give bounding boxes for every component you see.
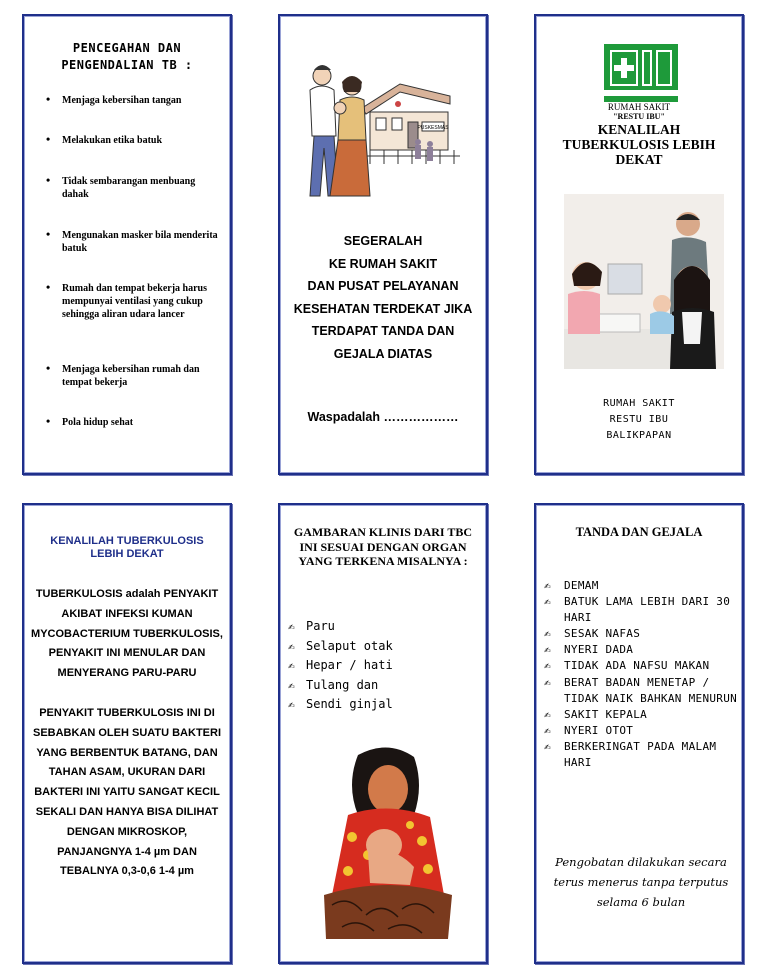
cta-line: SEGERALAH: [343, 234, 423, 248]
organ-label: Sendi ginjal: [306, 697, 393, 711]
panel-definition: [22, 503, 232, 964]
prevention-item: • Rumah dan tempat bekerja harus mempunyai ventilasi yang cukup sehingga aliran udara lancer: [46, 282, 224, 321]
mother-child-illustration: [318, 745, 456, 941]
pen-icon: ✍: [544, 675, 551, 689]
symptom-item: [544, 594, 740, 626]
symptom-item: [544, 626, 740, 642]
cta-line: GEJALA DIATAS: [333, 346, 433, 361]
pen-icon: ✍: [288, 659, 295, 672]
prevention-item: • Menjaga kebersihan rumah dan tempat bekerja: [46, 363, 224, 389]
symptom-item: [544, 675, 740, 707]
symptom-label: SAKIT KEPALA: [564, 707, 648, 721]
cover-footer: [536, 396, 742, 444]
cover-title-line1: KENALILAH: [597, 122, 681, 137]
organ-label: Tulang dan: [306, 677, 379, 692]
organ-item: [288, 637, 393, 657]
prevention-item: • Pola hidup sehat: [46, 416, 224, 429]
clinic-photo: [564, 194, 724, 369]
hospital-logo-icon: [604, 44, 678, 102]
organ-item: [288, 617, 393, 637]
symptom-item: [544, 723, 740, 739]
footer-line1: RUMAH SAKIT: [603, 398, 675, 409]
puskesmas-sign: PUSKESMAS: [417, 125, 449, 131]
symptom-item: [544, 642, 740, 658]
symptom-label: SESAK NAFAS: [564, 627, 641, 641]
definition-paragraph: TUBERKULOSIS adalah PENYAKIT AKIBAT INFEKSI KUMAN MYCOBACTERIUM TUBERKULOSIS, PENYAKIT INI MENULAR DAN MENYERANG PARU-PARU: [31, 588, 223, 680]
cta-line: DAN PUSAT PELAYANAN: [307, 279, 459, 293]
definition-paragraph: PENYAKIT TUBERKULOSIS INI DI SEBABKAN OLEH SUATU BAKTERI YANG BERBENTUK BATANG, DAN TAHAN ASAM, UKURAN DARI BAKTERI INI YAITU SANGAT KECIL SEKALI DAN HANYA BISA DILIHAT DENGAN MIKROSKOP, PANJANGNYA 1-4 µm DAN TEBALNYA 0,3-0,6 1-4 µm: [32, 706, 222, 878]
organ-label: Selaput otak: [306, 638, 393, 653]
organ-item: [288, 676, 393, 696]
logo-quote: "RESTU IBU": [613, 112, 665, 121]
call-to-action-text: [280, 230, 486, 365]
symptom-label: BATUK LAMA LEBIH DARI 30 HARI: [564, 595, 731, 625]
organ-label: Paru: [306, 619, 335, 633]
warning-text: Waspadalah ………………: [307, 410, 459, 424]
pen-icon: ✍: [544, 627, 551, 641]
panel-clinical: [278, 503, 488, 964]
footer-line2: RESTU IBU: [609, 414, 669, 425]
pen-icon: ✍: [544, 643, 551, 657]
organ-item: [288, 695, 393, 715]
symptom-label: TIDAK ADA NAFSU MAKAN: [564, 659, 710, 673]
organ-item: [288, 656, 393, 676]
prevention-title: [24, 40, 230, 74]
prevention-item: • Menjaga kebersihan tangan: [46, 94, 224, 107]
pen-icon: ✍: [288, 620, 295, 633]
cover-title-line2: TUBERKULOSIS LEBIH: [562, 137, 716, 152]
symptom-item: [544, 739, 740, 771]
symptom-label: NYERI DADA: [564, 643, 634, 657]
pen-icon: ✍: [288, 639, 295, 653]
symptom-list: [544, 578, 740, 771]
pen-icon: ✍: [544, 659, 551, 673]
prevention-item: • Melakukan etika batuk: [46, 134, 224, 147]
logo-label: RUMAH SAKIT: [607, 102, 671, 112]
family-hospital-illustration: [300, 56, 472, 206]
symptom-label: NYERI OTOT: [564, 723, 634, 737]
symptom-item: [544, 707, 740, 723]
panel-call-to-action: [278, 14, 488, 475]
pen-icon: ✍: [544, 707, 551, 721]
prevention-item: • Mengunakan masker bila menderita batuk: [46, 229, 224, 255]
pen-icon: ✍: [544, 579, 551, 592]
cta-line: TERDAPAT TANDA DAN: [311, 324, 455, 338]
symptom-item: [544, 658, 740, 674]
panel-symptoms: [534, 503, 744, 964]
definition-title: [24, 535, 230, 561]
symptom-label: BERKERINGAT PADA MALAM HARI: [564, 739, 717, 770]
panel-cover: [534, 14, 744, 475]
symptom-label: BERAT BADAN MENETAP / TIDAK NAIK BAHKAN MENURUN: [564, 675, 738, 705]
pen-icon: ✍: [544, 723, 551, 737]
cover-title-line3: DEKAT: [615, 152, 663, 167]
symptoms-title: TANDA DAN GEJALA: [575, 525, 703, 539]
prevention-title-line2: PENGENDALIAN TB :: [61, 58, 193, 72]
organ-list: [288, 617, 393, 715]
pen-icon: ✍: [288, 678, 295, 692]
definition-title-line1: KENALILAH TUBERKULOSIS: [50, 535, 204, 547]
symptom-label: DEMAM: [564, 579, 599, 592]
pen-icon: ✍: [544, 739, 551, 753]
organ-label: Hepar / hati: [306, 658, 393, 672]
cta-line: KE RUMAH SAKIT: [328, 256, 438, 271]
panel-prevention: [22, 14, 232, 475]
treatment-note: Pengobatan dilakukan secara terus menerus tanpa terputus selama 6 bulan: [553, 855, 729, 909]
symptom-item: [544, 578, 740, 594]
prevention-title-line1: PENCEGAHAN DAN: [72, 41, 182, 55]
cover-title: [536, 122, 742, 167]
pen-icon: ✍: [288, 698, 295, 711]
clinical-title: GAMBARAN KLINIS DARI TBC INI SESUAI DENGAN ORGAN YANG TERKENA MISALNYA :: [293, 525, 473, 568]
prevention-item: • Tidak sembarangan menbuang dahak: [46, 175, 224, 201]
pen-icon: ✍: [544, 595, 551, 609]
definition-title-line2: LEBIH DEKAT: [90, 548, 164, 560]
footer-line3: BALIKPAPAN: [606, 430, 672, 441]
cta-line: KESEHATAN TERDEKAT JIKA: [293, 301, 473, 316]
definition-body: [30, 585, 224, 882]
